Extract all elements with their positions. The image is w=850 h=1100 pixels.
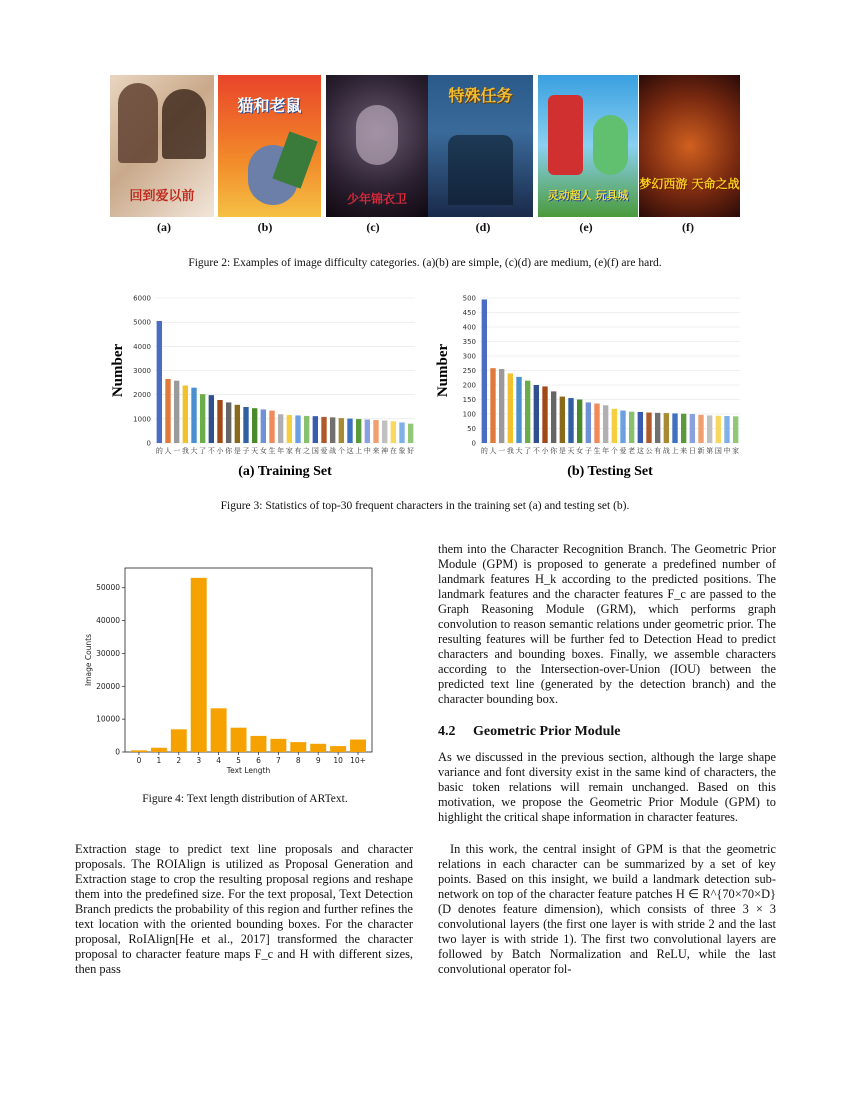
y-tick-label: 4000 (133, 342, 151, 351)
figure3-caption: Figure 3: Statistics of top-30 frequent characters in the training set (a) and testing set (b). (220, 500, 630, 512)
x-tick-label: 来 (680, 447, 688, 455)
y-tick-label: 0 (471, 439, 476, 448)
y-tick-label: 3000 (133, 367, 151, 375)
bar (629, 412, 634, 443)
bar (620, 411, 625, 443)
poster-title: 猫和老鼠 (237, 96, 302, 115)
x-tick-label: 3 (196, 756, 202, 765)
poster-f (639, 75, 740, 217)
x-tick-label: 人 (164, 447, 172, 455)
y-tick-label: 100 (462, 410, 476, 419)
x-tick-label: 爱 (320, 447, 328, 455)
x-tick-label: 了 (524, 447, 532, 455)
x-tick-label: 子 (584, 447, 592, 455)
x-tick-label: 是 (558, 447, 566, 455)
x-tick-label: 之 (303, 447, 311, 455)
bar (252, 408, 257, 443)
x-tick-label: 小 (541, 447, 549, 455)
x-tick-label: 女 (259, 447, 267, 455)
y-tick-label: 400 (462, 323, 476, 332)
paragraph: them into the Character Recognition Branch. The Geometric Prior Module (GPM) is proposed to generate a predefined number of landmark features H_k according to the predicted positions. The landmark features and the character features F_c are passed to the Graph Reasoning Module (GRM), which performs graph convolution to reason semantic relations under geometric prior. The resulting features will be further fed to Detection Head to predict characters and bounding boxes. Finally, we assemble characters according to the Intersection-over-Union (IOU) between the predicted text line (generated by the detection branch) and the character bounding box. (438, 542, 776, 706)
x-tick-label: 老 (628, 447, 636, 455)
x-tick-label: 不 (207, 447, 215, 455)
x-tick-label: 个 (337, 447, 345, 455)
x-tick-label: 生 (268, 447, 276, 455)
poster-c (326, 75, 428, 217)
x-tick-label: 你 (225, 447, 233, 455)
bar (304, 416, 309, 443)
poster-e (538, 75, 638, 217)
bar (646, 413, 651, 443)
bar (482, 299, 487, 443)
figure2-caption: Figure 2: Examples of image difficulty categories. (a)(b) are simple, (c)(d) are medium, (e)(f) are hard. (188, 257, 662, 269)
x-tick-label: 天 (567, 447, 575, 455)
figure-label: (b) (257, 220, 273, 234)
bar (347, 419, 352, 443)
right-column-para3 (438, 842, 776, 977)
x-tick-label: 好 (407, 447, 415, 455)
bar (638, 412, 643, 443)
x-tick-label: 1 (156, 756, 162, 765)
chart-title: (b) Testing Set (567, 464, 653, 479)
bar (664, 413, 669, 443)
x-tick-label: 中 (723, 447, 731, 455)
x-tick-label: 8 (295, 756, 301, 765)
bar (525, 381, 530, 443)
x-tick-label: 上 (355, 447, 363, 455)
chart-testing-set (425, 288, 750, 483)
y-tick-label: 200 (462, 381, 476, 390)
plot-frame (125, 568, 372, 752)
chart-title: (a) Training Set (238, 464, 332, 479)
x-tick-label: 国 (311, 447, 319, 455)
x-tick-label: 上 (671, 447, 679, 455)
x-tick-label: 不 (532, 447, 540, 455)
x-tick-label: 年 (602, 447, 610, 455)
figure-label: (c) (366, 220, 380, 234)
bar (278, 414, 283, 443)
bar (681, 414, 686, 443)
y-tick-label: 5000 (133, 318, 151, 327)
bar (321, 417, 326, 443)
y-tick-label: 500 (462, 294, 476, 303)
x-axis-label: Text Length (226, 766, 271, 775)
y-tick-label: 300 (462, 352, 476, 361)
x-tick-label: 大 (190, 447, 198, 455)
section-heading (438, 724, 620, 740)
x-tick-label: 爱 (619, 447, 627, 455)
paragraph: As we discussed in the previous section, although the large shape variance and font diversity exist in the same kind of characters, the basic token relations will remain unchanged. Based on this motivation, we propose the Geometric Prior Module (GPM) to highlight the critical shape information in character features. (438, 750, 776, 824)
x-tick-label: 一 (498, 447, 506, 455)
bar (191, 578, 207, 752)
bar (339, 418, 344, 443)
y-tick-label: 20000 (96, 681, 120, 691)
bar (226, 402, 231, 443)
y-axis-label: Image Counts (84, 633, 93, 687)
x-tick-label: 一 (173, 447, 181, 455)
bar (365, 420, 370, 443)
poster-a (110, 75, 214, 217)
bar (313, 416, 318, 443)
x-tick-label: 家 (285, 447, 293, 455)
bar (330, 746, 346, 752)
x-tick-label: 天 (251, 447, 259, 455)
x-tick-label: 4 (216, 756, 222, 765)
bar (542, 386, 547, 443)
bar (350, 740, 366, 752)
bar (261, 409, 266, 443)
bar (165, 379, 170, 443)
x-tick-label: 子 (242, 447, 250, 455)
bar (151, 748, 167, 752)
x-tick-label: 国 (714, 447, 722, 455)
bar (577, 400, 582, 444)
bar (290, 742, 306, 752)
y-tick-label: 6000 (133, 294, 151, 303)
bar (250, 736, 266, 752)
bar (586, 402, 591, 443)
chart-training-set (100, 288, 425, 483)
bar (594, 404, 599, 443)
bar (183, 385, 188, 443)
x-tick-label: 中 (363, 447, 371, 455)
bar (672, 413, 677, 443)
bar (707, 415, 712, 443)
y-tick-label: 30000 (96, 648, 120, 658)
bar (733, 416, 738, 443)
bar (408, 424, 413, 443)
x-tick-label: 神 (381, 447, 389, 455)
bar (534, 385, 539, 443)
poster-title: 特殊任务 (448, 86, 513, 105)
bar (356, 419, 361, 443)
y-tick-label: 0 (115, 747, 120, 757)
bar (508, 373, 513, 443)
poster-title: 回到爱以前 (129, 189, 195, 204)
x-tick-label: 10+ (350, 756, 366, 765)
poster-title: 少年锦衣卫 (346, 192, 407, 206)
x-tick-label: 战 (662, 447, 670, 455)
bar (287, 415, 292, 443)
x-tick-label: 是 (233, 447, 241, 455)
poster-d (428, 75, 533, 217)
bar (690, 414, 695, 443)
x-tick-label: 我 (181, 447, 189, 455)
right-column-para2 (438, 750, 776, 825)
y-tick-label: 40000 (96, 616, 120, 626)
bar (490, 368, 495, 443)
y-tick-label: 50 (467, 425, 476, 433)
section-title: Geometric Prior Module (473, 724, 621, 739)
y-tick-label: 450 (462, 309, 476, 317)
bar (171, 729, 187, 752)
x-tick-label: 0 (136, 756, 142, 765)
bar (191, 388, 196, 443)
y-tick-label: 0 (146, 439, 151, 448)
paragraph: In this work, the central insight of GPM is that the geometric relations in each character can be summarized by a set of key points. Based on this insight, we build a landmark detection sub-network on top of the character feature patches H ∈ R^{70×70×D} (D denotes feature dimension), which consists of three 3 × 3 convolutional layers (the first one layer is with stride 2 and the last two layer is with stride 1). The first two convolutional layers are followed by Batch Normalization and ReLU, while the last convolutional operator fol- (438, 842, 776, 976)
x-tick-label: 小 (216, 447, 224, 455)
bar (382, 421, 387, 443)
x-tick-label: 生 (593, 447, 601, 455)
bar (211, 708, 227, 752)
bar (310, 744, 326, 752)
bar (217, 400, 222, 443)
left-column-text (75, 842, 413, 977)
bar (568, 398, 573, 443)
x-tick-label: 我 (506, 447, 514, 455)
x-tick-label: 战 (329, 447, 337, 455)
x-tick-label: 在 (389, 447, 397, 455)
figure-label: (a) (157, 220, 171, 234)
poster-title: 灵动超人 玩具城 (547, 189, 629, 202)
bar (295, 415, 300, 443)
bar (560, 397, 565, 443)
bar (330, 417, 335, 443)
y-tick-label: 10000 (96, 714, 120, 724)
x-tick-label: 年 (277, 447, 285, 455)
x-tick-label: 2 (176, 756, 182, 765)
x-tick-label: 人 (489, 447, 497, 455)
x-tick-label: 新 (697, 447, 705, 455)
bar (209, 395, 214, 443)
bar (200, 394, 205, 443)
bar (516, 377, 521, 443)
x-tick-label: 女 (576, 447, 584, 455)
x-tick-label: 你 (550, 447, 558, 455)
left-paragraph: Extraction stage to predict text line proposals and character proposals. The ROIAlign is utilized as Proposal Generation and Extraction stage to crop the resulting proposal regions and reshape them into the predefined size. For the text proposal, Text Detection Branch predicts the probability of this region and further refines the text location with the oriented bounding boxes. For the character proposal, RoIAlign[He et al., 2017] transformed the character proposal to character feature maps F_c and H with different sizes, then pass (75, 842, 413, 976)
y-axis-label: Number (435, 343, 451, 398)
y-axis-label: Number (110, 343, 126, 398)
bar (174, 381, 179, 443)
section-number: 4.2 (438, 724, 456, 739)
right-column-para1 (438, 542, 776, 707)
figure-label: (d) (475, 220, 491, 234)
bar (603, 405, 608, 443)
bar (399, 422, 404, 443)
x-tick-label: 这 (636, 447, 644, 455)
x-tick-label: 家 (732, 447, 740, 455)
x-tick-label: 10 (333, 756, 343, 765)
bar (716, 416, 721, 443)
figure-label: (e) (579, 220, 593, 234)
bar (270, 739, 286, 752)
bar (724, 416, 729, 443)
bar (612, 409, 617, 443)
x-tick-label: 了 (199, 447, 207, 455)
bar (698, 415, 703, 443)
x-tick-label: 第 (706, 447, 714, 455)
x-tick-label: 这 (346, 447, 354, 455)
y-tick-label: 150 (462, 396, 476, 404)
bar (499, 369, 504, 443)
bar (131, 750, 147, 752)
x-tick-label: 公 (645, 447, 653, 455)
bar (391, 421, 396, 443)
x-tick-label: 的 (480, 447, 488, 455)
chart-text-length (80, 560, 380, 780)
y-tick-label: 250 (462, 367, 476, 375)
x-tick-label: 7 (275, 756, 281, 765)
x-tick-label: 大 (515, 447, 523, 455)
x-tick-label: 5 (236, 756, 241, 765)
bar (157, 321, 162, 443)
x-tick-label: 有 (654, 447, 662, 455)
y-tick-label: 350 (462, 338, 476, 346)
figure4-caption: Figure 4: Text length distribution of ARText. (142, 793, 348, 805)
x-tick-label: 9 (315, 756, 321, 765)
x-tick-label: 6 (256, 756, 261, 765)
y-tick-label: 50000 (96, 583, 120, 593)
bar (269, 411, 274, 443)
bar (231, 728, 247, 752)
x-tick-label: 象 (398, 447, 406, 455)
x-tick-label: 日 (688, 447, 696, 455)
y-tick-label: 2000 (133, 391, 151, 400)
x-tick-label: 有 (294, 447, 302, 455)
bar (235, 405, 240, 443)
x-tick-label: 来 (372, 447, 380, 455)
x-tick-label: 的 (155, 447, 163, 455)
bar (373, 420, 378, 443)
poster-title: 梦幻西游 天命之战 (639, 177, 740, 191)
figure-label: (f) (682, 220, 694, 234)
x-tick-label: 个 (610, 447, 618, 455)
y-tick-label: 1000 (133, 415, 151, 424)
bar (243, 407, 248, 443)
poster-b (218, 75, 321, 217)
bar (551, 391, 556, 443)
bar (655, 413, 660, 443)
